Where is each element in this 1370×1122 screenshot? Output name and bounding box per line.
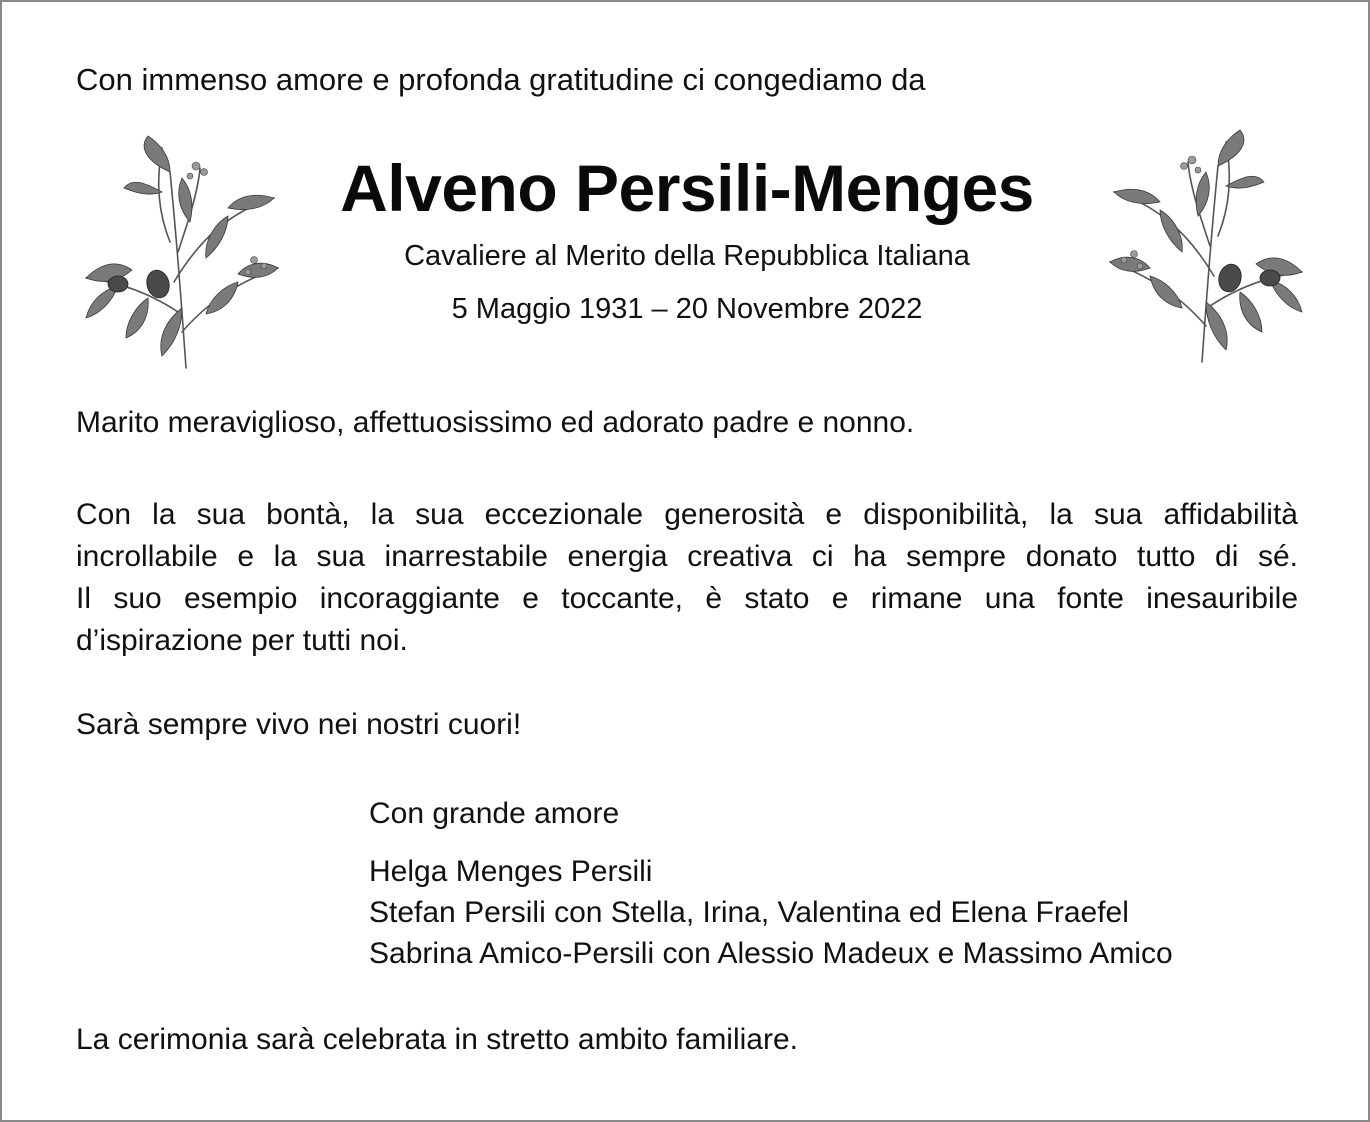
honorific-title: Cavaliere al Merito della Repubblica Italiana [404,240,970,272]
paragraph-remembrance [76,494,1298,662]
life-dates: 5 Maggio 1931 – 20 Novembre 2022 [451,293,923,325]
paragraph-line: incrollabile e la sua inarrestabile energia creativa ci ha sempre donato tutto di sé. [76,540,1298,573]
intro-text: Con immenso amore e profonda gratitudine ci congediamo da [76,62,926,97]
ceremony-note: La cerimonia sarà celebrata in stretto ambito familiare. [76,1023,798,1056]
closing-line: Con grande amore [369,797,620,830]
family-member: Helga Menges Persili [369,855,653,888]
olive-branch-icon [1090,126,1310,366]
family-member: Stefan Persili con Stella, Irina, Valentina ed Elena Fraefel [369,896,1129,929]
paragraph-farewell: Sarà sempre vivo nei nostri cuori! [76,708,522,741]
paragraph-line: d’ispirazione per tutti noi. [76,624,408,657]
family-signatures [369,851,1173,974]
deceased-name: Alveno Persili-Menges [340,151,1034,225]
family-member: Sabrina Amico-Persili con Alessio Madeux e Massimo Amico [369,937,1173,970]
paragraph-tribute: Marito meraviglioso, affettuosissimo ed adorato padre e nonno. [76,406,915,439]
paragraph-line: Il suo esempio incoraggiante e toccante, è stato e rimane una fonte inesauribile [76,582,1298,615]
paragraph-line: Con la sua bontà, la sua eccezionale generosità e disponibilità, la sua affidabilità [76,498,1298,531]
